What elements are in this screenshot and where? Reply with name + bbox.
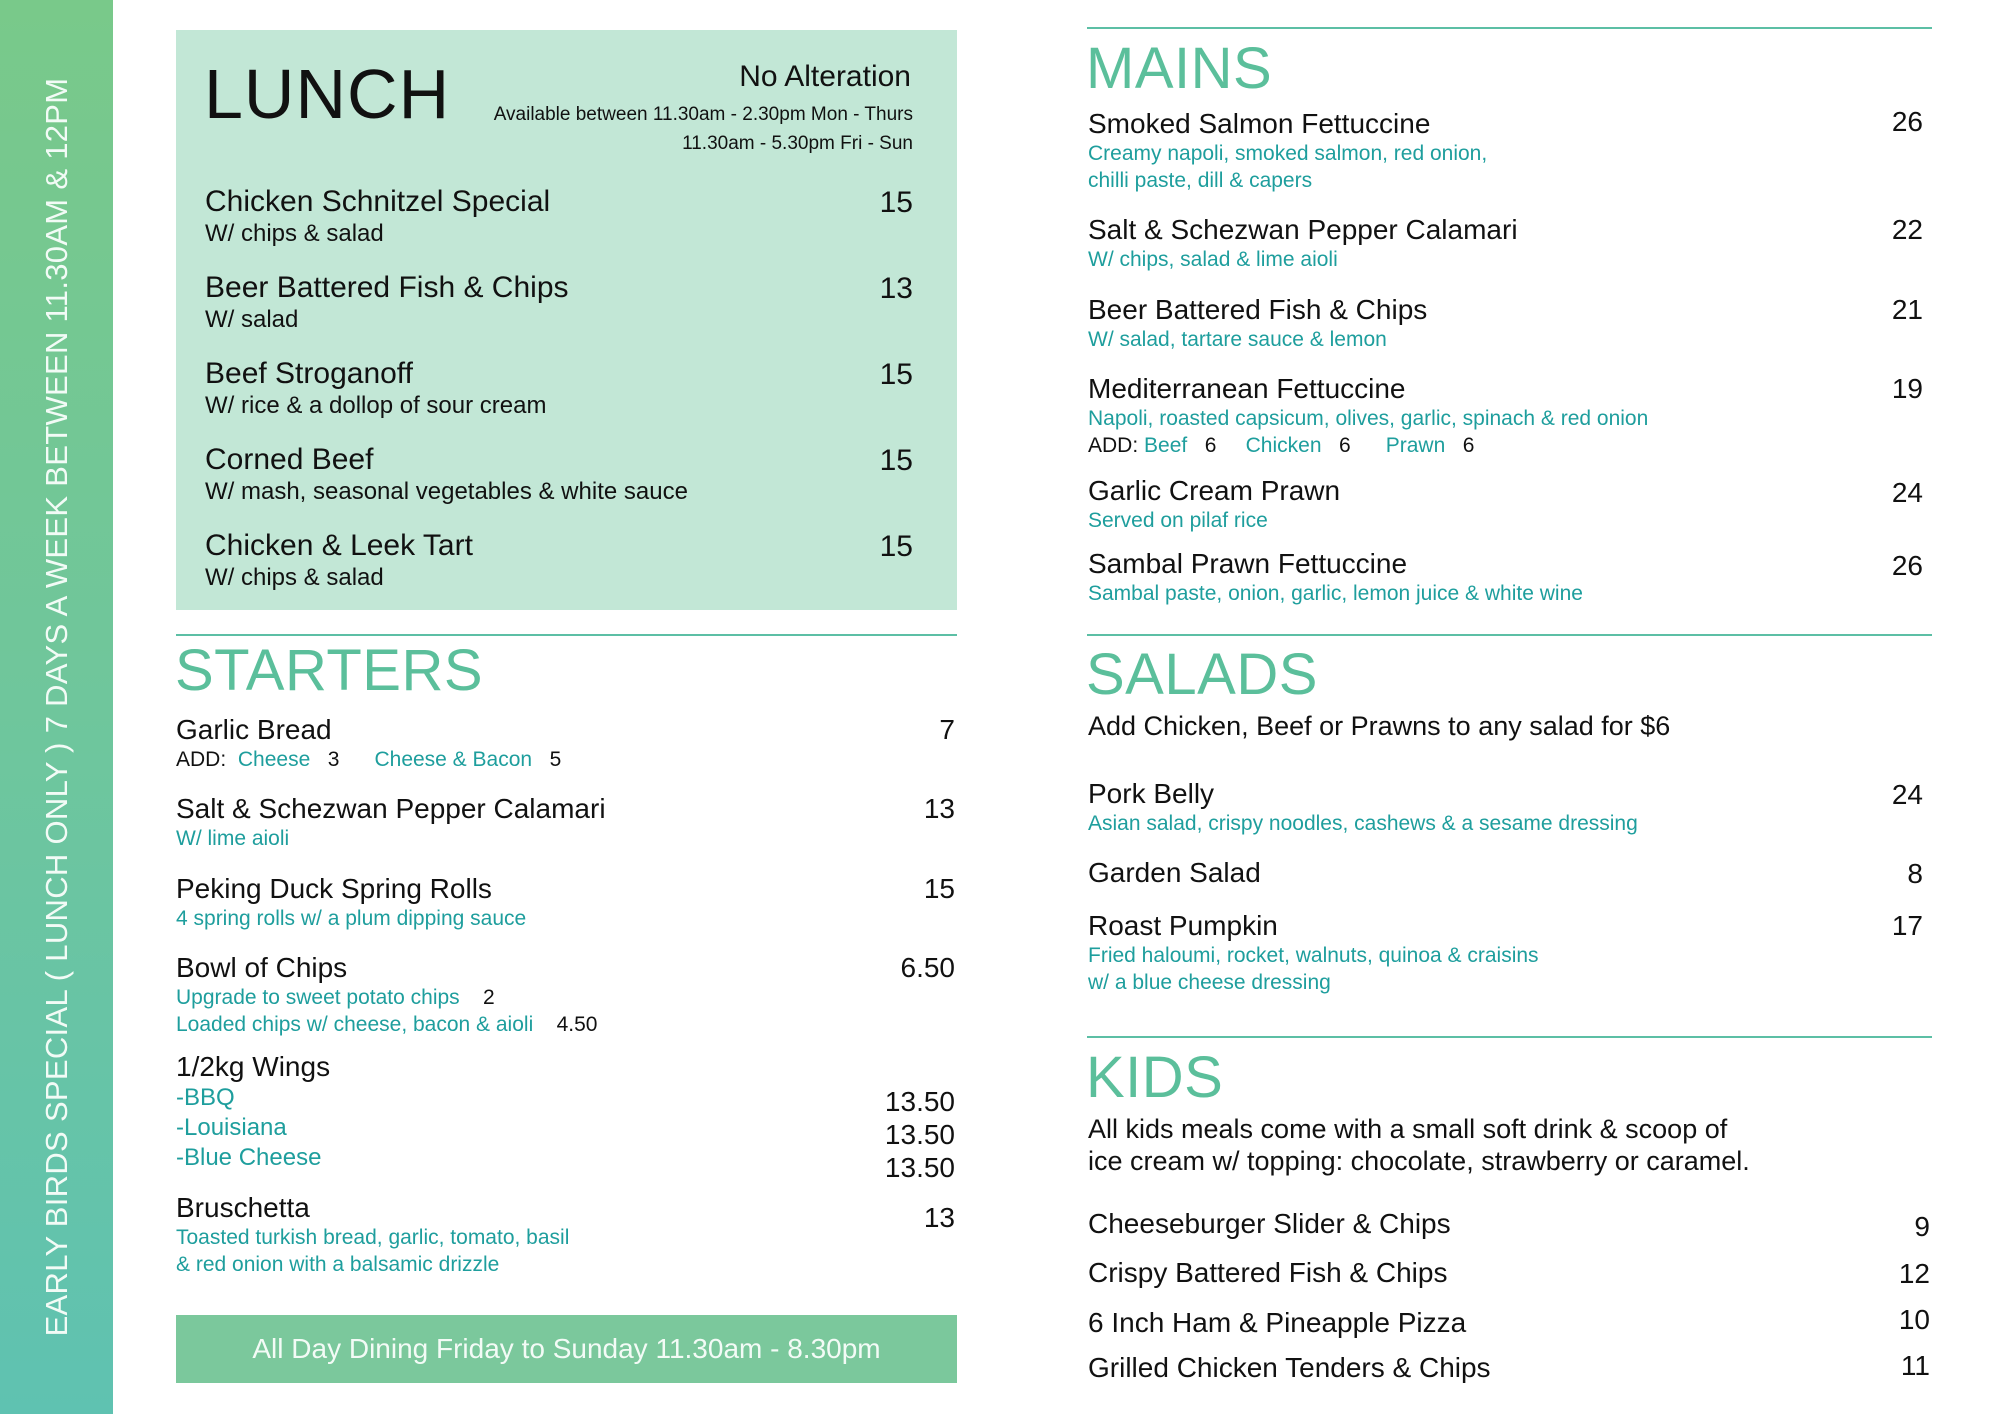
item-add-ons [176,746,561,773]
kids-item [1088,1257,1447,1289]
kids-note-line-1: All kids meals come with a small soft drink & scoop of [1088,1114,1728,1144]
item-desc: W/ chips & salad [205,564,384,591]
add-on-name: Prawn [1385,434,1446,457]
starter-garlic-bread [176,714,561,773]
lunch-item-list [205,185,913,615]
mains-title: MAINS [1086,36,1273,101]
item-desc: 4 spring rolls w/ a plum dipping sauce [176,907,527,930]
item-option [176,1011,597,1038]
add-on-name: Cheese & Bacon [374,748,533,771]
add-label: ADD: [176,748,227,771]
item-price: 21 [1891,294,1923,325]
item-price: 11 [1900,1350,1930,1381]
starter-spring-rolls [176,873,526,932]
item-name: Grilled Chicken Tenders & Chips [1088,1352,1491,1383]
kids-note-line-2: ice cream w/ topping: chocolate, strawberry or caramel. [1088,1146,1750,1176]
item-name: Bowl of Chips [176,952,348,983]
early-birds-special-text: EARLY BIRDS SPECIAL ( LUNCH ONLY ) 7 DAYS A WEEK BETWEEN 11.30AM & 12PM [39,77,74,1337]
item-price: 8 [1907,858,1923,889]
flavour-name: -Blue Cheese [176,1144,322,1171]
lunch-item [205,443,913,529]
item-price: 15 [879,530,913,563]
item-desc: W/ salad [205,306,299,333]
availability-line-1: Available between 11.30am - 2.30pm Mon - Thurs [493,104,913,125]
availability-line-2: 11.30am - 5.30pm Fri - Sun [682,133,913,154]
item-price: 6.50 [900,952,955,983]
lunch-item [205,271,913,357]
item-price: 26 [1891,106,1923,137]
item-price: 13 [923,1202,955,1233]
item-price: 9 [1914,1211,1930,1242]
item-price: 24 [1891,779,1923,810]
lunch-title: LUNCH [204,55,451,133]
kids-divider [1087,1036,1932,1038]
flavour-price: 13.50 [884,1086,955,1117]
item-desc: W/ chips & salad [205,220,384,247]
item-name: Beer Battered Fish & Chips [205,271,569,304]
main-fish-and-chips [1088,294,1427,353]
item-price: 7 [939,714,955,745]
all-day-dining-banner: All Day Dining Friday to Sunday 11.30am - 8.30pm [176,1315,957,1383]
item-desc: Toasted turkish bread, garlic, tomato, basil [176,1226,570,1249]
wings-prices [885,1085,955,1184]
starter-wings [176,1051,330,1173]
lunch-availability [494,100,913,158]
add-on-name: Chicken [1245,434,1322,457]
flavour-price: 13.50 [884,1119,955,1150]
kids-item [1088,1208,1451,1240]
item-name: Sambal Prawn Fettuccine [1088,548,1408,579]
item-name: Chicken Schnitzel Special [205,185,551,218]
item-desc: Served on pilaf rice [1088,509,1268,532]
item-option [176,984,597,1011]
item-name: 6 Inch Ham & Pineapple Pizza [1088,1307,1467,1338]
main-calamari [1088,214,1518,273]
option-name: Upgrade to sweet potato chips [176,986,460,1009]
starter-bowl-of-chips [176,952,597,1038]
lunch-item [205,357,913,443]
add-on-price: 3 [327,748,340,771]
item-name: Corned Beef [205,443,374,476]
salad-pork-belly [1088,778,1638,837]
item-name: Roast Pumpkin [1088,910,1278,941]
salads-note: Add Chicken, Beef or Prawns to any salad for $6 [1088,711,1671,741]
item-name: Chicken & Leek Tart [205,529,473,562]
kids-title: KIDS [1086,1045,1224,1110]
item-price: 10 [1898,1304,1930,1335]
item-name: Salt & Schezwan Pepper Calamari [176,793,606,824]
item-desc: & red onion with a balsamic drizzle [176,1253,500,1276]
item-price: 22 [1891,214,1923,245]
main-mediterranean-fettuccine [1088,373,1648,459]
item-price: 17 [1891,910,1923,941]
item-name: Garlic Cream Prawn [1088,475,1341,506]
add-label: ADD: [1088,434,1139,457]
item-name: Pork Belly [1088,778,1215,809]
add-on-name: Beef [1144,434,1188,457]
item-name: Crispy Battered Fish & Chips [1088,1257,1448,1288]
salads-title: SALADS [1086,642,1318,707]
starter-bruschetta [176,1192,569,1278]
item-price: 26 [1891,550,1923,581]
kids-item [1088,1352,1491,1384]
item-price: 15 [879,358,913,391]
option-price: 4.50 [556,1013,598,1036]
item-price: 15 [879,186,913,219]
item-desc: Creamy napoli, smoked salmon, red onion, [1088,142,1488,165]
salads-divider [1087,634,1932,636]
starters-title: STARTERS [175,638,484,703]
add-on-price: 5 [549,748,562,771]
item-price: 15 [879,444,913,477]
item-price: 13 [923,793,955,824]
option-name: Loaded chips w/ cheese, bacon & aioli [176,1013,534,1036]
item-desc: chilli paste, dill & capers [1088,169,1313,192]
main-smoked-salmon [1088,108,1487,194]
main-garlic-cream-prawn [1088,475,1340,534]
lunch-item [205,185,913,271]
flavour-name: -Louisiana [176,1114,287,1141]
add-on-price: 6 [1462,434,1475,457]
lunch-item [205,529,913,615]
item-add-ons [1088,432,1648,459]
add-on-price: 6 [1339,434,1351,457]
salad-garden [1088,857,1261,889]
starter-calamari [176,793,606,852]
item-name: Beef Stroganoff [205,357,413,390]
salad-roast-pumpkin [1088,910,1539,996]
item-name: Bruschetta [176,1192,310,1223]
item-price: 12 [1898,1258,1930,1289]
item-price: 13 [879,272,913,305]
item-desc: W/ rice & a dollop of sour cream [205,392,547,419]
sidebar-banner [0,0,113,1414]
item-name: Garden Salad [1088,857,1261,888]
flavour-name: -BBQ [176,1084,235,1111]
item-desc: w/ a blue cheese dressing [1088,971,1331,994]
add-on-name: Cheese [237,748,311,771]
flavour-price: 13.50 [884,1152,955,1183]
item-name: Garlic Bread [176,714,332,745]
main-sambal-prawn [1088,548,1583,607]
add-on-price: 6 [1204,434,1217,457]
item-price: 19 [1891,373,1923,404]
item-name: 1/2kg Wings [176,1051,331,1082]
item-name: Mediterranean Fettuccine [1088,373,1406,404]
kids-item [1088,1307,1466,1339]
item-desc: Sambal paste, onion, garlic, lemon juice & white wine [1088,582,1583,605]
kids-note [1088,1113,1750,1177]
item-desc: W/ salad, tartare sauce & lemon [1088,328,1387,351]
option-price: 2 [483,986,495,1009]
item-name: Cheeseburger Slider & Chips [1088,1208,1451,1239]
item-desc: W/ mash, seasonal vegetables & white sauce [205,478,688,505]
item-price: 15 [923,873,955,904]
item-name: Smoked Salmon Fettuccine [1088,108,1431,139]
item-price: 24 [1891,477,1923,508]
item-desc: Asian salad, crispy noodles, cashews & a sesame dressing [1088,812,1638,835]
item-desc: Fried haloumi, rocket, walnuts, quinoa & craisins [1088,944,1539,967]
no-alteration-note: No Alteration [739,60,911,93]
mains-divider [1087,27,1932,29]
lunch-section [176,30,957,610]
item-desc: W/ lime aioli [176,827,290,850]
item-name: Peking Duck Spring Rolls [176,873,492,904]
item-desc: Napoli, roasted capsicum, olives, garlic, spinach & red onion [1088,407,1649,430]
item-name: Salt & Schezwan Pepper Calamari [1088,214,1518,245]
item-desc: W/ chips, salad & lime aioli [1088,248,1338,271]
item-name: Beer Battered Fish & Chips [1088,294,1428,325]
starters-divider [176,634,957,636]
